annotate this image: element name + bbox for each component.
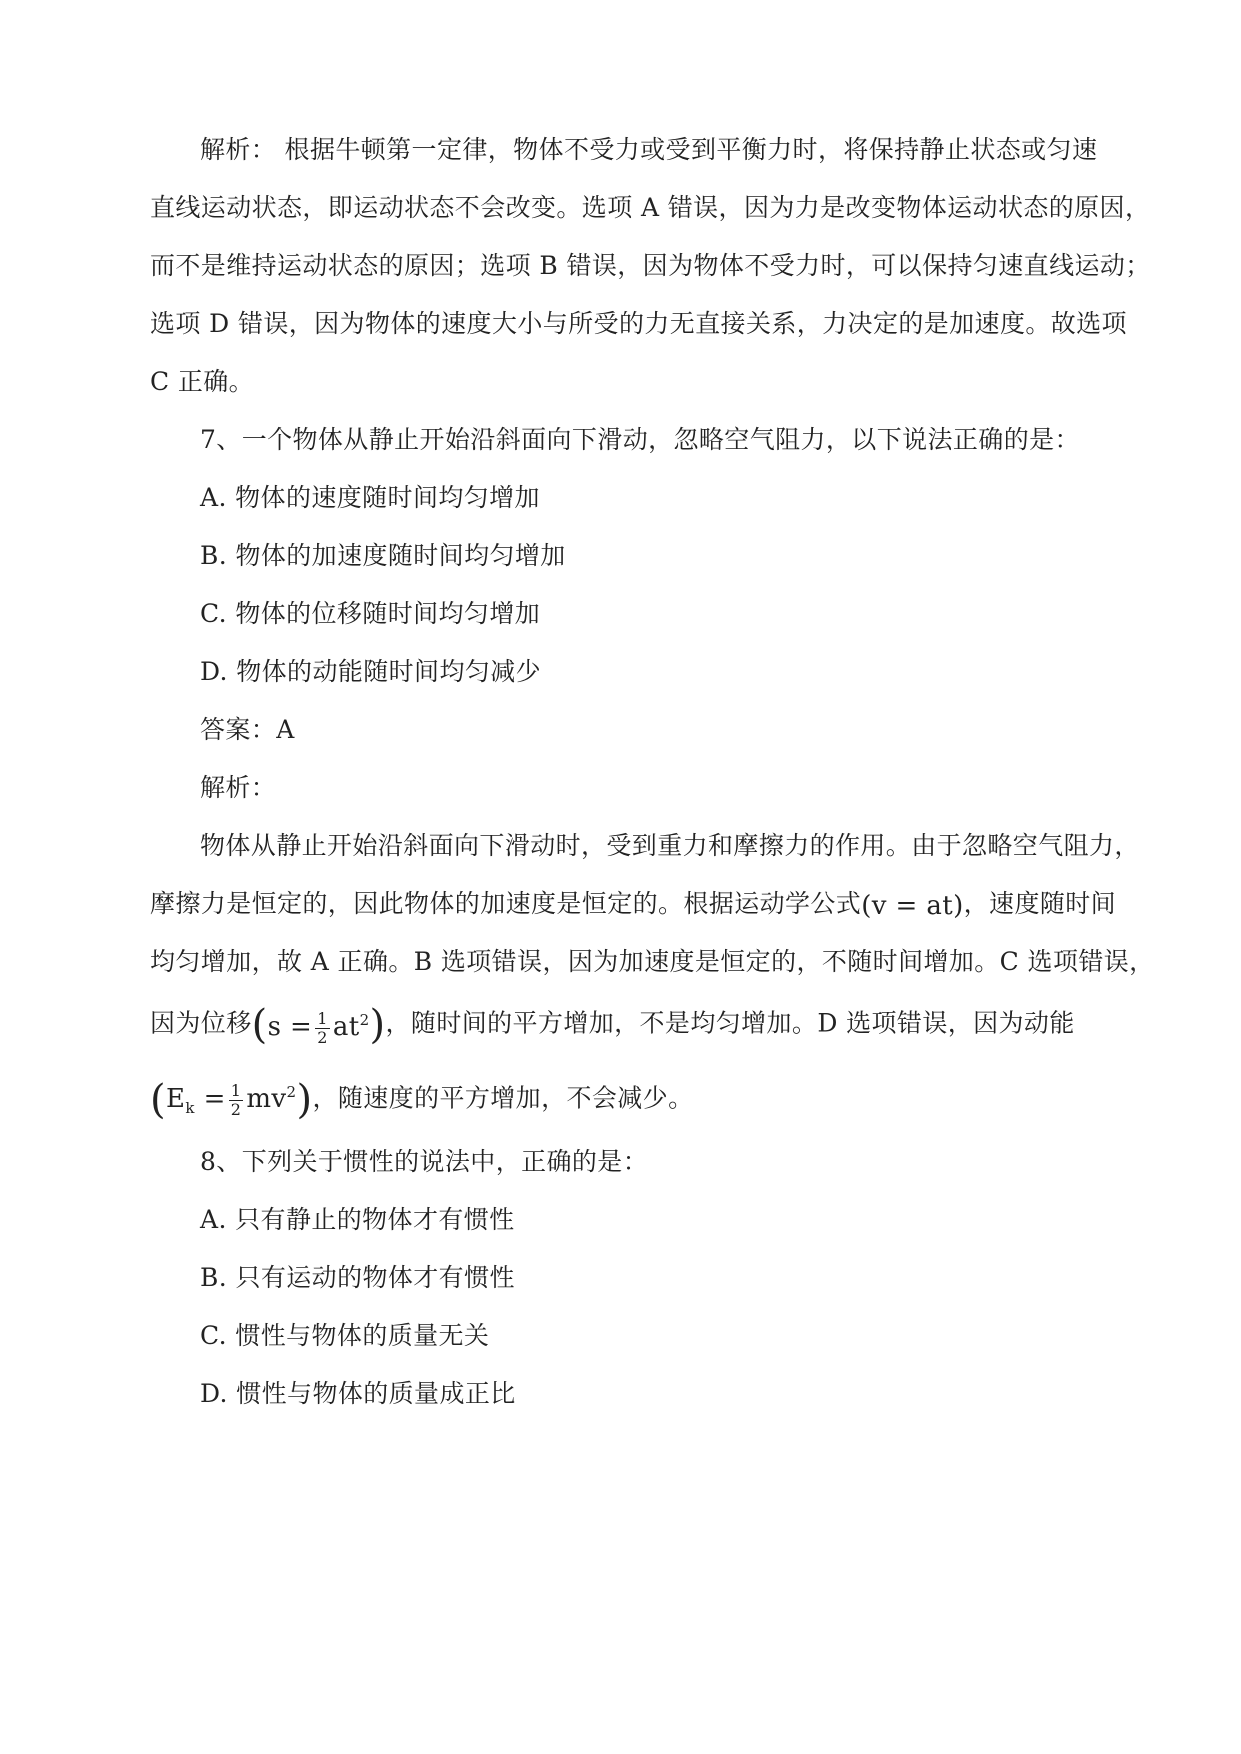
q7-answer: 答案：A <box>200 715 295 744</box>
q7-option-d: D. 物体的动能随时间均匀减少 <box>200 657 542 686</box>
q7-analysis-line-1: 物体从静止开始沿斜面向下滑动时，受到重力和摩擦力的作用。由于忽略空气阻力， <box>200 831 1140 860</box>
q6-analysis-line-5: C 正确。 <box>150 367 255 396</box>
displacement-formula <box>268 1003 370 1047</box>
fraction-denominator: 2 <box>317 1027 328 1047</box>
displacement-formula-rhs: at <box>332 1012 360 1042</box>
q6-analysis-line-1: 解析： 根据牛顿第一定律，物体不受力或受到平衡力时，将保持静止状态或匀速 <box>200 135 1098 164</box>
kinetic-energy-formula-open-paren: ( <box>150 1077 167 1123</box>
kinetic-energy-formula-close-paren: ) <box>296 1077 313 1123</box>
displacement-formula-fraction <box>315 1010 330 1047</box>
q7-analysis-line-5 <box>150 1075 694 1125</box>
q8-question: 8、下列关于惯性的说法中，正确的是： <box>200 1147 649 1176</box>
q8-option-a: A. 只有静止的物体才有惯性 <box>200 1205 515 1234</box>
fraction-numerator: 1 <box>317 1008 328 1028</box>
q8-option-c: C. 惯性与物体的质量无关 <box>200 1321 490 1350</box>
q7-option-a: A. 物体的速度随时间均匀增加 <box>200 483 540 512</box>
kinetic-energy-formula-rhs: mv <box>246 1084 287 1114</box>
displacement-formula-open-paren: ( <box>251 1001 268 1048</box>
fraction-numerator: 1 <box>230 1080 242 1100</box>
displacement-formula-close-paren: ) <box>369 1001 386 1048</box>
q8-option-b: B. 只有运动的物体才有惯性 <box>200 1263 515 1292</box>
q7-analysis-label: 解析： <box>200 773 277 802</box>
q7-analysis-line-3: 均匀增加，故 A 正确。B 选项错误，因为加速度是恒定的，不随时间增加。C 选项错误， <box>150 947 1155 976</box>
q8-option-d: D. 惯性与物体的质量成正比 <box>200 1379 516 1408</box>
q7-question: 7、一个物体从静止开始沿斜面向下滑动，忽略空气阻力，以下说法正确的是： <box>200 425 1080 454</box>
q7-analysis-line-2-text-b: ，速度随时间 <box>963 889 1117 918</box>
q6-analysis-line-4: 选项 D 错误，因为物体的速度大小与所受的力无直接关系，力决定的是加速度。故选项 <box>150 309 1127 338</box>
kinetic-energy-formula <box>166 1075 296 1125</box>
q6-analysis-line-3: 而不是维持运动状态的原因；选项 B 错误，因为物体不受力时，可以保持匀速直线运动； <box>150 251 1151 280</box>
kinetic-energy-formula-lhs: E <box>166 1084 186 1114</box>
q7-analysis-line-4-text-b: ，随时间的平方增加，不是均匀增加。D 选项错误，因为动能 <box>385 1008 1075 1038</box>
displacement-formula-lhs: s = <box>267 1012 313 1042</box>
kinetic-energy-formula-subscript: k <box>185 1099 195 1117</box>
q7-option-c: C. 物体的位移随时间均匀增加 <box>200 599 541 628</box>
fraction-denominator: 2 <box>230 1099 242 1119</box>
q7-analysis-line-2 <box>150 887 1116 923</box>
kinetic-energy-formula-fraction <box>229 1082 244 1119</box>
q7-analysis-line-4 <box>150 1003 1075 1047</box>
kinetic-energy-formula-equals: = <box>194 1084 226 1114</box>
velocity-formula: (v = at) <box>861 890 964 921</box>
displacement-formula-exponent: 2 <box>359 1011 370 1029</box>
q7-option-b: B. 物体的加速度随时间均匀增加 <box>200 541 566 570</box>
kinetic-energy-formula-exponent: 2 <box>286 1083 297 1101</box>
q7-analysis-line-5-text: ，随速度的平方增加，不会减少。 <box>312 1083 694 1113</box>
q7-analysis-line-2-text-a: 摩擦力是恒定的，因此物体的加速度是恒定的。根据运动学公式 <box>150 889 862 918</box>
q7-analysis-line-4-text-a: 因为位移 <box>150 1008 252 1038</box>
q6-analysis-line-2: 直线运动状态，即运动状态不会改变。选项 A 错误，因为力是改变物体运动状态的原因， <box>150 193 1151 222</box>
